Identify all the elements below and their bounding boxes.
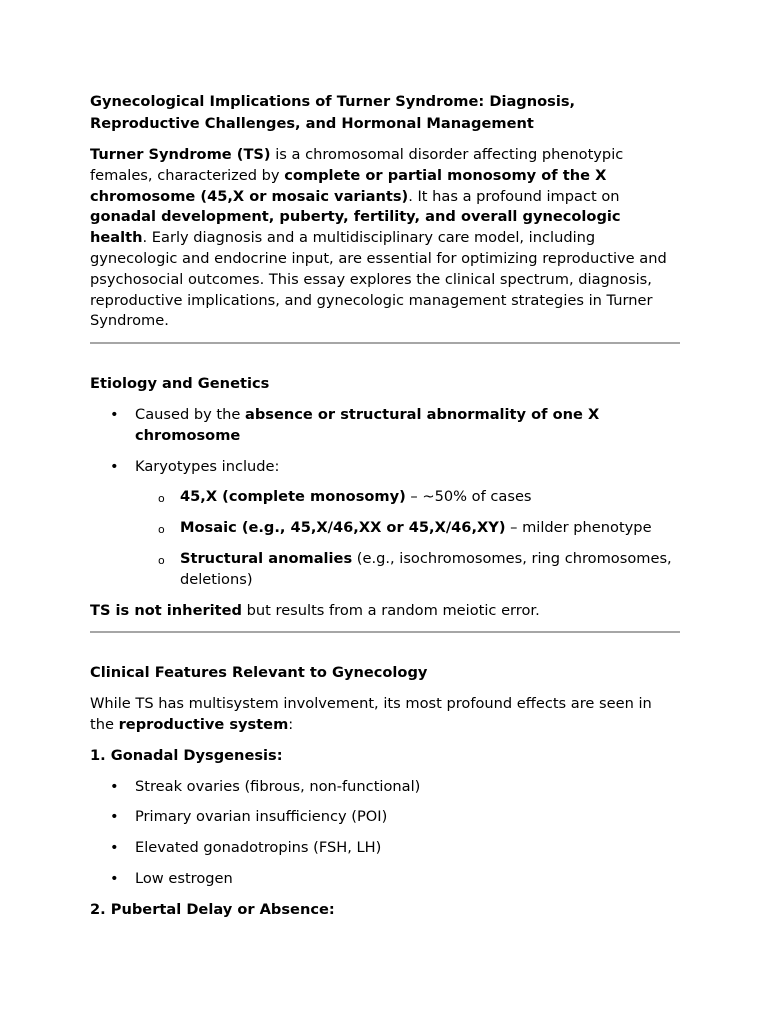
- bullet-icon: •: [110, 869, 119, 887]
- intro-text-1: is a chromosomal disorder affecting phenotypic females, characterized by: [90, 146, 624, 184]
- circle-bullet-icon: o: [158, 523, 165, 537]
- sub-item-bold: Structural anomalies: [180, 549, 353, 567]
- clinical-intro-bold: reproductive system: [118, 715, 289, 733]
- clinical-intro: [90, 694, 680, 736]
- circle-bullet-icon: o: [158, 492, 165, 506]
- list-item: [90, 807, 680, 828]
- gonadal-dysgenesis-heading: 1. Gonadal Dysgenesis:: [90, 746, 283, 764]
- intro-bold-3: gonadal development, puberty, fertility, and overall gynecologic health: [90, 208, 621, 247]
- clinical-heading: Clinical Features Relevant to Gynecology: [90, 664, 428, 682]
- list-item: [90, 869, 680, 890]
- circle-bullet-icon: o: [158, 553, 165, 567]
- sub-list-item: [135, 549, 680, 591]
- list-item: [90, 838, 680, 859]
- list-item-text: Elevated gonadotropins (FSH, LH): [135, 839, 382, 857]
- sub-item-text: – ~50% of cases: [405, 488, 532, 506]
- etiology-note: [90, 601, 680, 622]
- list-item: [90, 405, 680, 447]
- intro-text-3: . Early diagnosis and a multidisciplinary care model, including gynecologic and endocrine input, are essential for optimizing reproductive and psychosocial outcomes. This essay explores the clinical spectrum, diagnosis, reproductive implications, and gynecologic management strategies in Turner Syndrome.: [90, 229, 667, 330]
- karyotype-list: [135, 487, 680, 590]
- sub-item-bold: Mosaic (e.g., 45,X/46,XX or 45,X/46,XY): [180, 519, 506, 537]
- clinical-intro-text-2: :: [288, 715, 294, 733]
- bullet-icon: •: [110, 777, 119, 795]
- note-text: but results from a random meiotic error.: [242, 601, 540, 619]
- sub-item-bold: 45,X (complete monosomy): [180, 488, 406, 506]
- list-item-text: Streak ovaries (fibrous, non-functional): [135, 777, 421, 795]
- sub-item-text: (e.g., isochromosomes, ring chromosomes, deletions): [180, 549, 672, 588]
- clinical-intro-text-1: While TS has multisystem involvement, its most profound effects are seen in the: [90, 695, 652, 733]
- list-item-text: Karyotypes include:: [135, 457, 280, 475]
- list-item-text: Caused by the: [135, 405, 245, 423]
- divider: [90, 342, 680, 344]
- gonadal-list: [90, 777, 680, 890]
- intro-paragraph: [90, 145, 680, 332]
- pubertal-delay-heading: 2. Pubertal Delay or Absence:: [90, 900, 335, 918]
- bullet-icon: •: [110, 839, 119, 857]
- document-body: [90, 91, 680, 931]
- document-title: Gynecological Implications of Turner Syndrome: Diagnosis, Reproductive Challenges, and Hormonal Management: [90, 93, 576, 132]
- bullet-icon: •: [110, 457, 119, 475]
- list-item: [90, 457, 680, 591]
- list-item-text: Primary ovarian insufficiency (POI): [135, 808, 388, 826]
- sub-item-text: – milder phenotype: [505, 519, 652, 537]
- intro-bold-2: complete or partial monosomy of the X chromosome (45,X or mosaic variants): [90, 166, 607, 205]
- bullet-icon: •: [110, 808, 119, 826]
- sub-list-item: [135, 518, 680, 539]
- list-item-text: Low estrogen: [135, 869, 233, 887]
- intro-bold-1: Turner Syndrome (TS): [90, 146, 271, 163]
- bullet-icon: •: [110, 405, 119, 423]
- intro-text-2: . It has a profound impact on: [408, 187, 620, 205]
- etiology-heading: Etiology and Genetics: [90, 375, 270, 393]
- note-bold: TS is not inherited: [90, 601, 242, 619]
- sub-list-item: [135, 487, 680, 508]
- list-item: [90, 777, 680, 798]
- divider: [90, 631, 680, 633]
- list-item-bold: absence or structural abnormality of one X chromosome: [135, 405, 600, 444]
- etiology-list: [90, 405, 680, 591]
